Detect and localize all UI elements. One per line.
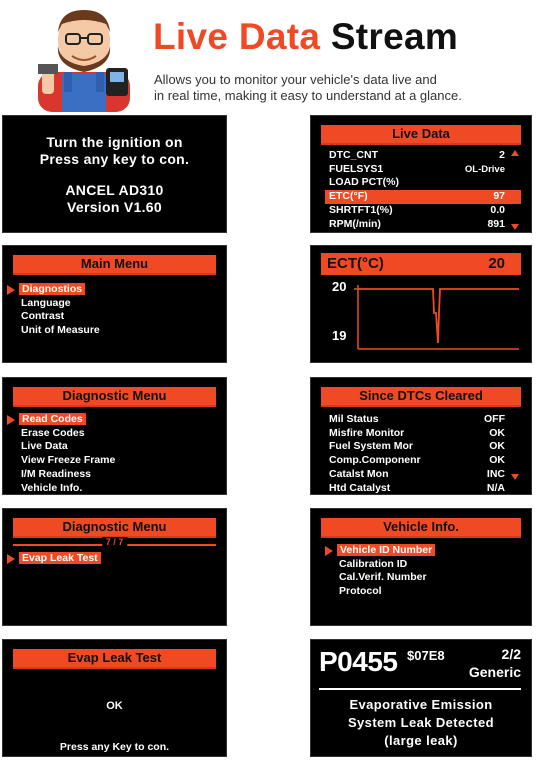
- graph-current-value: 20: [488, 255, 505, 272]
- live-label: DTC_CNT: [329, 149, 378, 161]
- menu-item-language[interactable]: Language: [21, 296, 71, 309]
- main-menu-title: Main Menu: [13, 255, 216, 275]
- screen-boot: [2, 115, 227, 233]
- live-label: SHRTFT1(%): [329, 203, 393, 216]
- readiness-row: [329, 468, 517, 482]
- page-subtitle: [154, 72, 462, 104]
- selection-arrow-icon: [7, 554, 15, 564]
- live-data-title: Live Data: [321, 125, 521, 145]
- menu-item-view-freeze-frame[interactable]: View Freeze Frame: [21, 454, 116, 467]
- readiness-value: N/A: [486, 481, 505, 494]
- menu-item-cal-verif-number[interactable]: Cal.Verif. Number: [339, 571, 427, 584]
- diagnostic-menu-title: Diagnostic Menu: [13, 518, 216, 538]
- page-title: [153, 16, 458, 58]
- readiness-row: [329, 427, 517, 441]
- menu-item-label: Read Codes: [19, 413, 86, 425]
- readiness-label: Mil Status: [329, 413, 379, 425]
- evap-leak-test-title: Evap Leak Test: [13, 649, 216, 669]
- menu-item-im-readiness[interactable]: I/M Readiness: [21, 467, 92, 480]
- readiness-row: [329, 454, 517, 468]
- menu-item-erase-codes[interactable]: Erase Codes: [21, 426, 85, 439]
- live-row-load: [329, 176, 517, 190]
- evap-prompt: Press any Key to con.: [59, 741, 170, 753]
- menu-item-unit-of-measure[interactable]: Unit of Measure: [21, 324, 100, 337]
- diagnostic-menu-title: Diagnostic Menu: [13, 387, 216, 407]
- live-value: [455, 176, 517, 190]
- screen-live-data: [310, 115, 532, 233]
- menu-item-live-data[interactable]: Live Data: [21, 440, 68, 453]
- readiness-label: Htd Catalyst: [329, 481, 391, 494]
- live-value: OL-Drive: [464, 163, 505, 175]
- vehicle-info-title: Vehicle Info.: [321, 518, 521, 538]
- dtc-description-line-3: (large leak): [384, 733, 458, 748]
- boot-line-2: Press any key to con.: [39, 151, 190, 167]
- live-value: 97: [493, 190, 505, 203]
- readiness-row: [329, 482, 517, 495]
- menu-item-vehicle-id-number[interactable]: [339, 544, 435, 558]
- live-row-etc-selected[interactable]: [325, 190, 521, 204]
- boot-line-1: Turn the ignition on: [46, 134, 183, 150]
- selection-arrow-icon: [7, 415, 15, 425]
- dtc-code: P0455: [319, 646, 398, 677]
- screen-diagnostic-menu-page-7: [2, 508, 227, 626]
- menu-item-label: Evap Leak Test: [19, 552, 101, 564]
- menu-item-diagnostics[interactable]: [21, 283, 100, 297]
- dtc-description-line-1: Evaporative Emission: [349, 697, 493, 712]
- graph-y-tick-bottom: 19: [332, 328, 347, 343]
- menu-item-label: Diagnostios: [19, 283, 85, 295]
- device-version: Version V1.60: [67, 199, 162, 215]
- title-part-stream: Stream: [330, 16, 459, 57]
- dtc-description-line-2: System Leak Detected: [347, 715, 494, 730]
- ect-graph-plot: [321, 279, 521, 357]
- readiness-row: [329, 413, 517, 427]
- readiness-label: Misfire Monitor: [329, 426, 405, 439]
- menu-item-contrast[interactable]: Contrast: [21, 310, 65, 323]
- menu-item-evap-leak-test[interactable]: [21, 552, 101, 566]
- screen-ect-graph: [310, 245, 532, 363]
- dtc-ecu: $07E8: [407, 648, 445, 663]
- live-label: ETC(°F): [329, 190, 368, 203]
- graph-series-line: [358, 289, 519, 343]
- screen-vehicle-info: [310, 508, 532, 626]
- menu-item-calibration-id[interactable]: Calibration ID: [339, 557, 408, 570]
- dtc-divider: [319, 688, 521, 690]
- menu-item-protocol[interactable]: Protocol: [339, 585, 382, 598]
- live-value: 2: [499, 149, 505, 161]
- readiness-value: OK: [489, 426, 505, 439]
- screen-evap-leak-test: [2, 639, 227, 757]
- screen-diagnostic-menu: [2, 377, 227, 495]
- screen-main-menu: [2, 245, 227, 363]
- live-label: LOAD PCT(%): [329, 176, 399, 189]
- selection-arrow-icon: [325, 546, 333, 556]
- readiness-label: Fuel System Mor: [329, 440, 414, 453]
- dtc-page: 2/2: [501, 646, 521, 662]
- screen-dtc-code: [310, 639, 532, 757]
- graph-label: ECT(°C): [327, 255, 384, 272]
- menu-item-vehicle-info[interactable]: Vehicle Info.: [21, 481, 83, 494]
- title-part-live-data: Live Data: [153, 16, 321, 57]
- menu-item-read-codes[interactable]: [21, 413, 115, 427]
- readiness-row: [329, 440, 517, 454]
- live-label: RPM(/min): [329, 217, 381, 230]
- readiness-value: OFF: [484, 413, 505, 425]
- live-value: 0.0: [490, 203, 505, 216]
- live-row-fuelsys: [329, 163, 517, 177]
- subtitle-line-1: Allows you to monitor your vehicle's data live and: [154, 72, 437, 87]
- graph-header: [321, 253, 521, 275]
- readiness-value: INC: [486, 467, 505, 480]
- readiness-value: OK: [489, 454, 505, 467]
- page-indicator: [13, 539, 216, 549]
- live-row-shrtft: [329, 204, 517, 218]
- selection-arrow-icon: [7, 285, 15, 295]
- dtc-type: Generic: [468, 664, 521, 680]
- graph-y-tick-top: 20: [332, 279, 347, 294]
- readiness-value: OK: [489, 440, 505, 453]
- scroll-down-icon[interactable]: [511, 474, 519, 480]
- menu-item-label: Vehicle ID Number: [337, 544, 435, 556]
- scroll-down-icon[interactable]: [511, 224, 519, 230]
- evap-result: OK: [106, 700, 123, 712]
- live-label: FUELSYS1: [329, 162, 384, 175]
- mechanic-mascot-icon: [28, 2, 140, 112]
- since-dtcs-title: Since DTCs Cleared: [321, 387, 521, 407]
- live-value: 891: [487, 217, 505, 230]
- screen-since-dtcs-cleared: [310, 377, 532, 495]
- scroll-up-icon[interactable]: [511, 150, 519, 156]
- subtitle-line-2: in real time, making it easy to understand at a glance.: [154, 88, 462, 103]
- live-row-rpm: [329, 218, 517, 232]
- live-row-dtc-cnt: [329, 149, 517, 163]
- readiness-label: Comp.Componenr: [329, 454, 421, 467]
- device-name: ANCEL AD310: [65, 182, 164, 198]
- page-number: 7 / 7: [102, 537, 128, 547]
- readiness-label: Catalst Mon: [329, 467, 389, 480]
